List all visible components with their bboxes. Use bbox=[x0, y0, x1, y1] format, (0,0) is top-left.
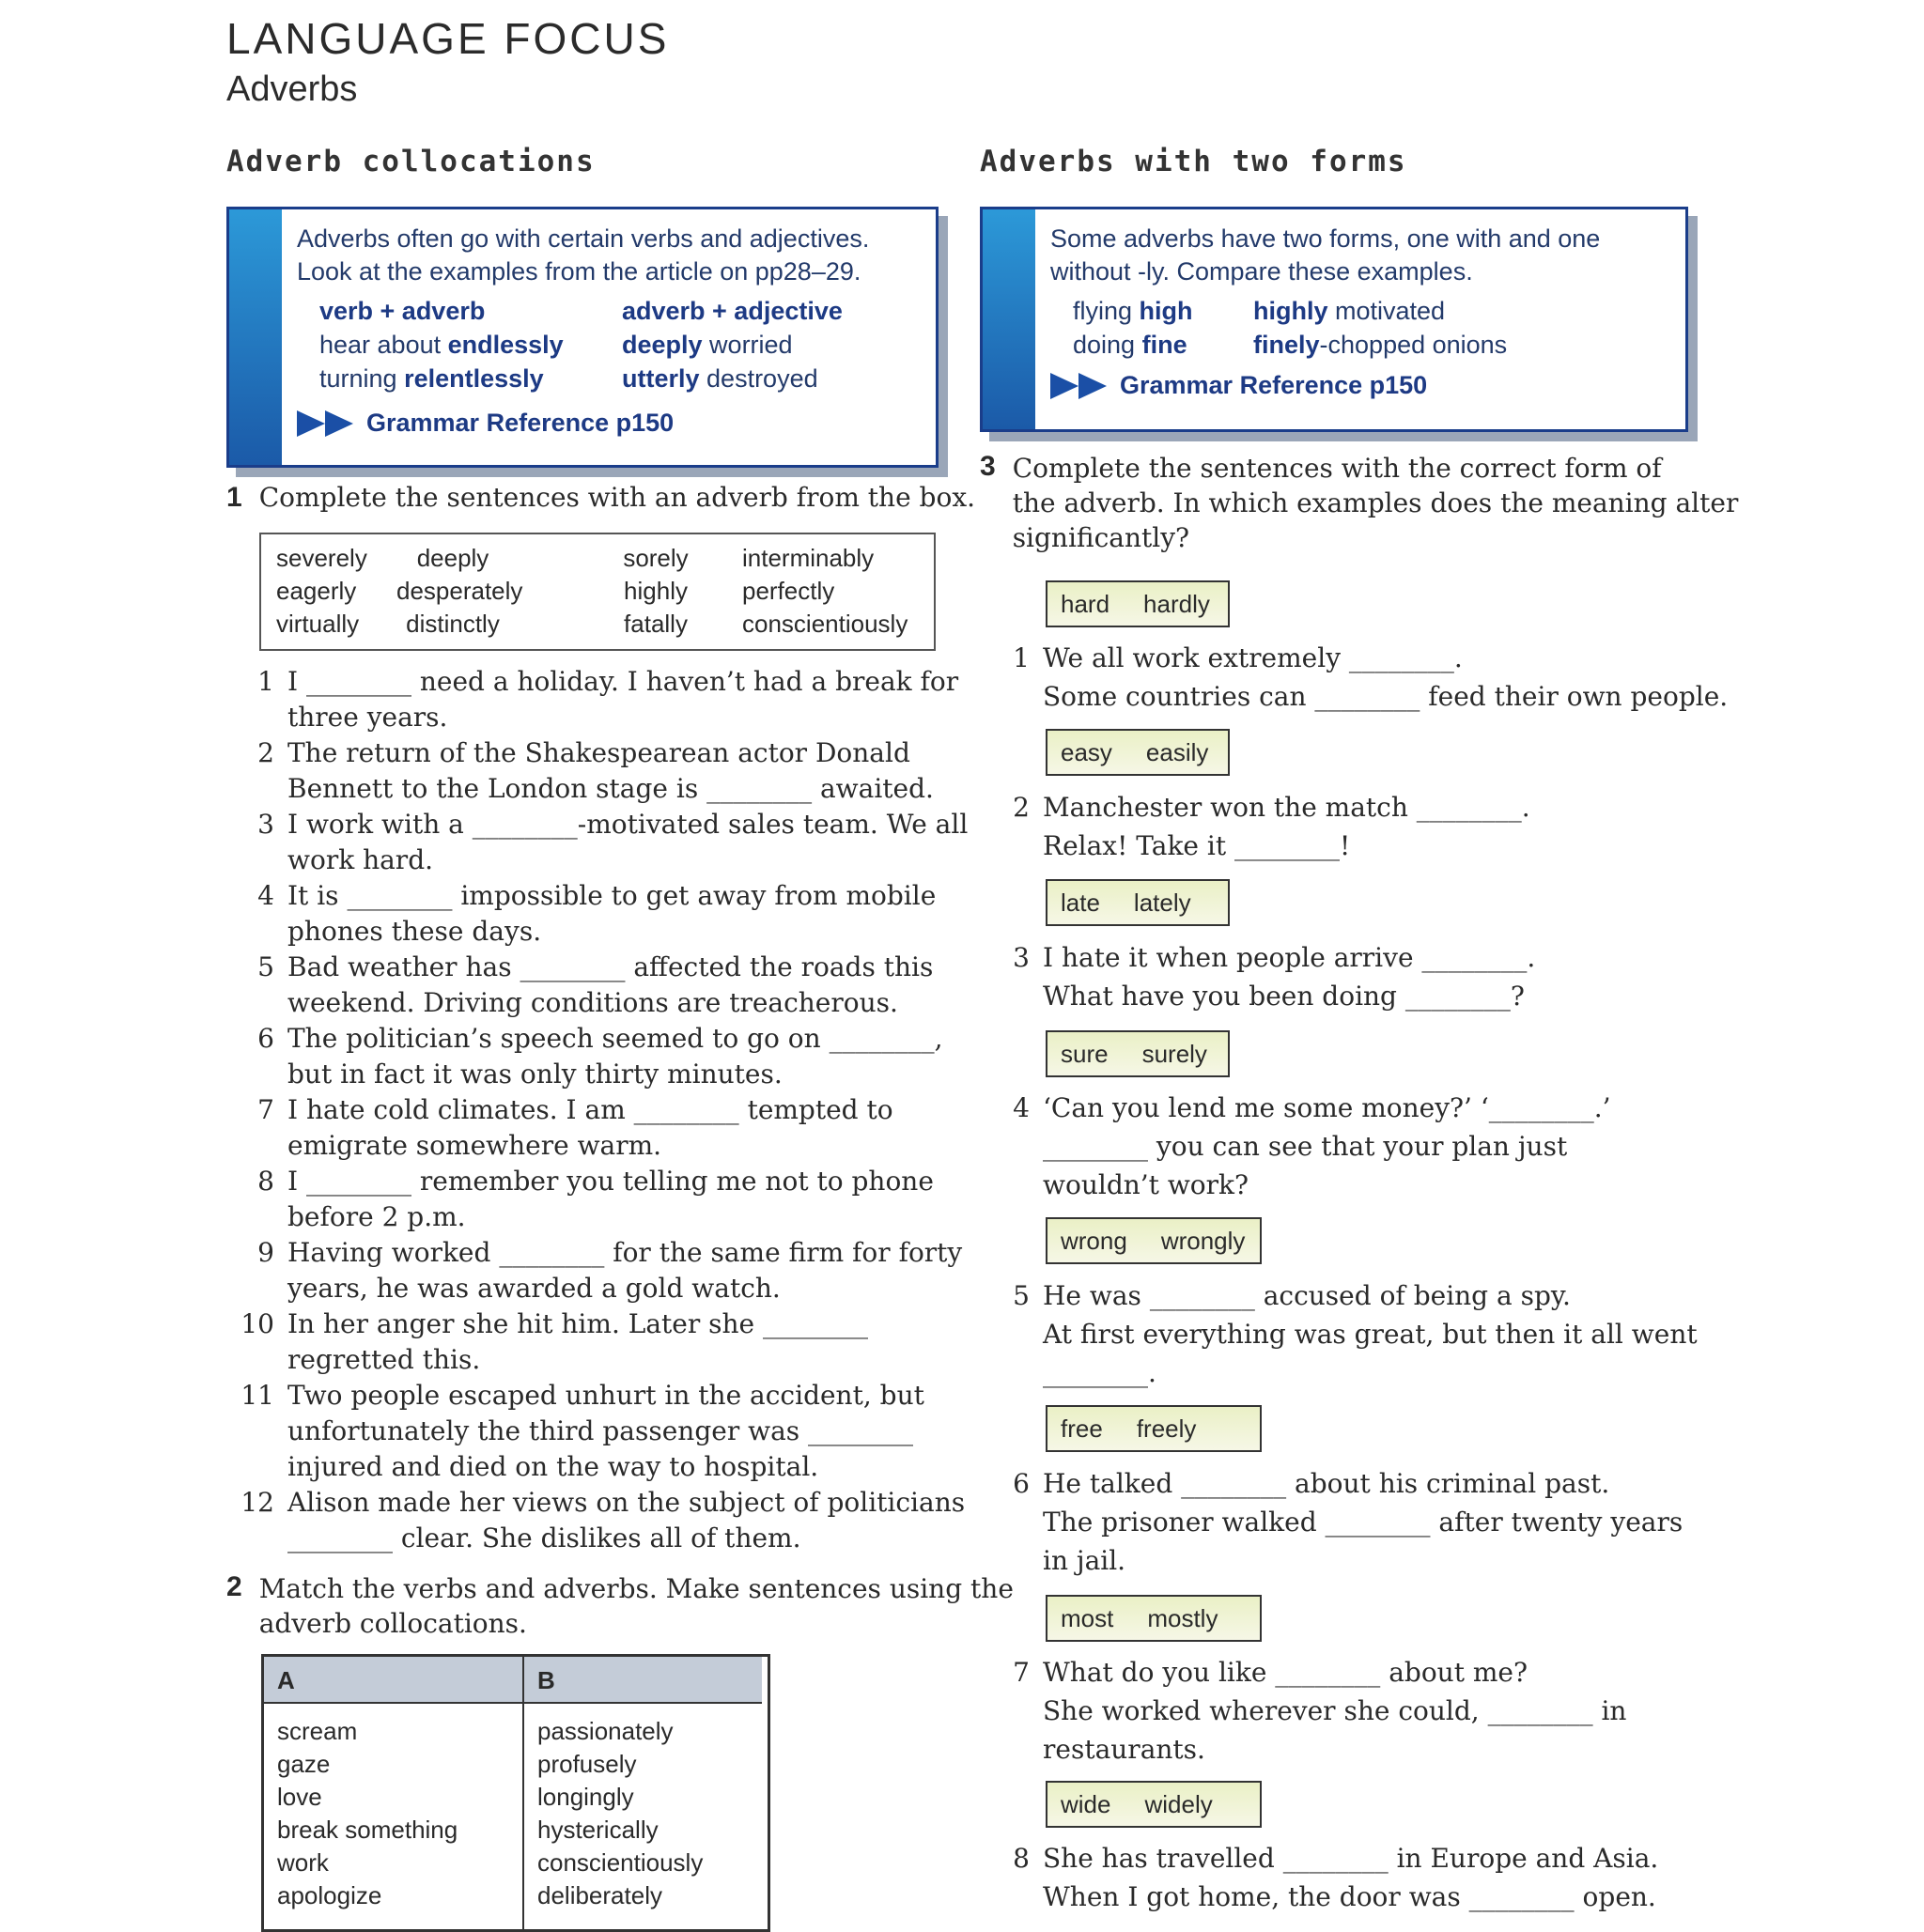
exercise-item: 7 What do you like ________ about me? She worked wherever she could, ________ in restaurants. bbox=[1013, 1657, 1627, 1765]
exercise-item: 2 Manchester won the match ________. Relax! Take it ________! bbox=[1013, 792, 1530, 861]
exercise-number: 2 bbox=[226, 1571, 242, 1602]
word-box-word: deeply bbox=[416, 544, 489, 572]
word-pair-box: wide widely bbox=[1046, 1781, 1262, 1828]
exercise-item: 3 I hate it when people arrive ________. What have you been doing ________? bbox=[1013, 942, 1536, 1012]
verb-item: scream bbox=[277, 1717, 358, 1745]
verb-item: break something bbox=[277, 1816, 458, 1844]
info-intro-line: without -ly. Compare these examples. bbox=[1050, 257, 1473, 286]
exercise-item: 6 The politician’s speech seemed to go on ________, but in fact it was only thirty minutes. bbox=[257, 1023, 943, 1090]
exercise-item: 7 I hate cold climates. I am ________ tempted to emigrate somewhere warm. bbox=[257, 1094, 893, 1161]
verb-item: apologize bbox=[277, 1881, 382, 1909]
exercise-number: 3 bbox=[980, 451, 996, 482]
exercise-item: 2 The return of the Shakespearean actor Donald Bennett to the London stage is ________ awaited. bbox=[257, 737, 934, 804]
word-box-column bbox=[276, 542, 367, 641]
exercise-instruction: Complete the sentences with the correct form of the adverb. In which examples does the meaning alter significantly? bbox=[1012, 453, 1739, 553]
exercise-item: 4 ‘Can you lend me some money?’ ‘________.’ ________ you can see that your plan just wouldn’t work? bbox=[1013, 1092, 1611, 1200]
page-title: LANGUAGE FOCUS bbox=[226, 14, 670, 63]
verb-item: love bbox=[277, 1783, 322, 1811]
grammar-reference-label: Grammar Reference p150 bbox=[366, 409, 675, 437]
exercise-1-items bbox=[240, 664, 968, 1556]
word-box-word: interminably bbox=[742, 544, 875, 572]
info-box-bar bbox=[983, 209, 1035, 429]
two-forms-examples bbox=[1073, 294, 1600, 362]
verb-item: gaze bbox=[277, 1750, 331, 1778]
exercise-item: 1 I ________ need a holiday. I haven’t had a break for three years. bbox=[257, 666, 959, 733]
word-pair-box: sure surely bbox=[1046, 1030, 1230, 1077]
adverb-item: profusely bbox=[537, 1750, 637, 1778]
adverb-item: deliberately bbox=[537, 1881, 662, 1909]
exercise-3-heading bbox=[980, 451, 1738, 555]
word-box-word: severely bbox=[276, 544, 367, 572]
exercise-item: 10 In her anger she hit him. Later she ________ regretted this. bbox=[240, 1308, 869, 1375]
exercise-item: 5 Bad weather has ________ affected the roads this weekend. Driving conditions are treacherous. bbox=[257, 951, 934, 1018]
example-with-ly: finely-chopped onions bbox=[1253, 331, 1508, 359]
word-pair-box: free freely bbox=[1046, 1405, 1262, 1452]
word-box-word: eagerly bbox=[276, 577, 357, 605]
exercise-item: 1 We all work extremely ________. Some countries can ________ feed their own people. bbox=[1013, 642, 1729, 712]
word-box-word: conscientiously bbox=[742, 610, 908, 638]
word-pair-box: wrong wrongly bbox=[1046, 1217, 1262, 1264]
exercise-item: 6 He talked ________ about his criminal past. The prisoner walked ________ after twenty years in jail. bbox=[1013, 1468, 1684, 1576]
collocation-examples bbox=[319, 294, 869, 395]
col-head-verb-adverb: verb + adverb bbox=[319, 297, 486, 325]
word-box-word: distinctly bbox=[406, 610, 500, 638]
word-box-word: desperately bbox=[396, 577, 523, 605]
info-intro-line: Look at the examples from the article on pp28–29. bbox=[297, 257, 861, 286]
exercise-instruction: Complete the sentences with an adverb from the box. bbox=[258, 482, 976, 513]
example-with-ly: highly motivated bbox=[1253, 297, 1446, 325]
adverb-item: longingly bbox=[537, 1783, 634, 1811]
word-pair-box: most mostly bbox=[1046, 1595, 1262, 1642]
word-box-column bbox=[396, 542, 523, 641]
exercise-item: 9 Having worked ________ for the same firm for forty years, he was awarded a gold watch. bbox=[257, 1237, 963, 1304]
exercise-2-heading bbox=[226, 1571, 1014, 1641]
example-adverb-adjective: utterly destroyed bbox=[622, 364, 818, 393]
exercise-item: 3 I work with a ________-motivated sales team. We all work hard. bbox=[257, 809, 969, 875]
column-b-adverbs bbox=[537, 1715, 703, 1912]
example-adverb-adjective: deeply worried bbox=[622, 331, 793, 359]
collocations-info-box bbox=[226, 207, 939, 468]
section-title-two-forms: Adverbs with two forms bbox=[980, 145, 1407, 178]
grammar-reference-label: Grammar Reference p150 bbox=[1120, 371, 1428, 399]
example-without-ly: doing fine bbox=[1073, 331, 1187, 359]
word-box-column bbox=[618, 542, 693, 641]
two-forms-info-box bbox=[980, 207, 1688, 432]
word-box-word: virtually bbox=[276, 610, 360, 638]
adverb-word-box bbox=[259, 533, 936, 651]
word-box-word: highly bbox=[624, 577, 688, 605]
word-pair-box: late lately bbox=[1046, 879, 1230, 926]
word-box-word: sorely bbox=[623, 544, 689, 572]
word-box-word: perfectly bbox=[742, 577, 835, 605]
column-a-header: A bbox=[264, 1657, 522, 1704]
grammar-reference-link[interactable] bbox=[1050, 369, 1600, 402]
exercise-item: 8 She has travelled ________ in Europe and Asia. When I got home, the door was ________ open. bbox=[1013, 1843, 1659, 1912]
info-box-bar bbox=[229, 209, 282, 465]
exercise-item: 5 He was ________ accused of being a spy. At first everything was great, but then it all went ________. bbox=[1013, 1280, 1698, 1388]
col-head-adverb-adjective: adverb + adjective bbox=[622, 297, 843, 325]
table-divider bbox=[522, 1657, 524, 1929]
verb-item: work bbox=[277, 1848, 329, 1877]
adverb-item: conscientiously bbox=[537, 1848, 704, 1877]
double-arrow-icon bbox=[1050, 373, 1107, 399]
adverb-item: hysterically bbox=[537, 1816, 659, 1844]
match-table bbox=[261, 1654, 770, 1932]
info-intro-line: Some adverbs have two forms, one with and one bbox=[1050, 224, 1601, 253]
column-b-header: B bbox=[524, 1657, 762, 1704]
column-a-verbs bbox=[277, 1715, 458, 1912]
exercise-item: 12 Alison made her views on the subject of politicians ________ clear. She dislikes all of them. bbox=[240, 1487, 966, 1553]
exercise-item: 11 Two people escaped unhurt in the accident, but unfortunately the third passenger was ________ injured and died on the way to hospital. bbox=[240, 1380, 924, 1482]
word-pair-box: easy easily bbox=[1046, 729, 1230, 776]
exercise-1-heading bbox=[226, 482, 975, 514]
grammar-reference-link[interactable] bbox=[297, 407, 869, 440]
example-without-ly: flying high bbox=[1073, 297, 1193, 325]
exercise-instruction: Match the verbs and adverbs. Make sentences using the adverb collocations. bbox=[258, 1573, 1014, 1639]
double-arrow-icon bbox=[297, 410, 353, 437]
word-box-column bbox=[742, 542, 908, 641]
section-title-collocations: Adverb collocations bbox=[226, 145, 596, 178]
example-verb-adverb: hear about endlessly bbox=[319, 331, 564, 359]
word-box-word: fatally bbox=[624, 610, 688, 638]
exercise-item: 4 It is ________ impossible to get away from mobile phones these days. bbox=[257, 880, 937, 947]
example-verb-adverb: turning relentlessly bbox=[319, 364, 544, 393]
info-intro-line: Adverbs often go with certain verbs and adjectives. bbox=[297, 224, 870, 253]
exercise-number: 1 bbox=[226, 482, 242, 513]
page-subtitle: Adverbs bbox=[226, 70, 358, 109]
exercise-item: 8 I ________ remember you telling me not to phone before 2 p.m. bbox=[257, 1166, 934, 1232]
adverb-item: passionately bbox=[537, 1717, 674, 1745]
word-pair-box: hard hardly bbox=[1046, 580, 1230, 627]
